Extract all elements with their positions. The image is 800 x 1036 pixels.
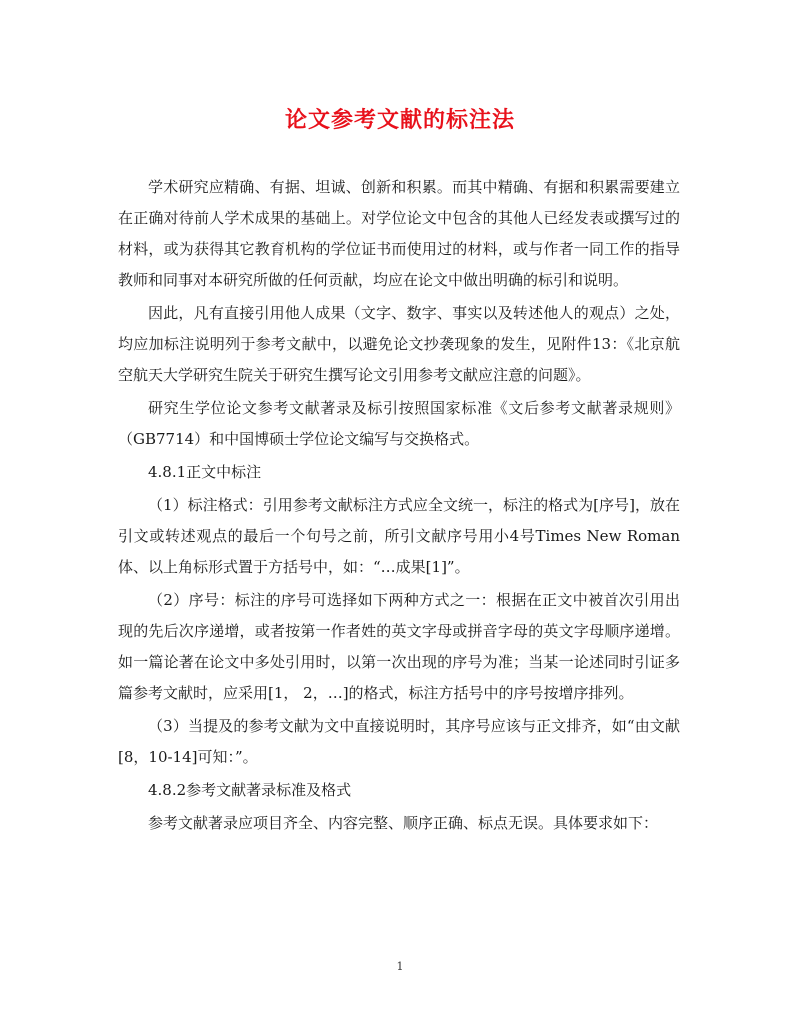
page-number: 1 <box>396 960 404 973</box>
paragraph-citation-requirement: 因此，凡有直接引用他人成果（文字、数字、事实以及转述他人的观点）之处，均应加标注说明列于参考文献中，以避免论文抄袭现象的发生，见附件13：《北京航空航天大学研究生院关于研究生撰写论文引用参考文献应注意的问题》。 <box>118 304 680 384</box>
section-heading-4-8-2: 4.8.2参考文献著录标准及格式 <box>148 781 352 799</box>
paragraph-academic-integrity: 学术研究应精确、有据、坦诚、创新和积累。而其中精确、有据和积累需要建立在正确对待前人学术成果的基础上。对学位论文中包含的其他人已经发表或撰写过的材料，或为获得其它教育机构的学位证书而使用过的材料，或与作者一同工作的指导教师和同事对本研究所做的任何贡献，均应在论文中做出明确的标引和说明。 <box>118 178 680 289</box>
document-title: 论文参考文献的标注法 <box>284 107 515 133</box>
paragraph-numbering-order: （2）序号：标注的序号可选择如下两种方式之一：根据在正文中被首次引用出现的先后次序递增，或者按第一作者姓的英文字母或拼音字母的英文字母顺序递增。如一篇论著在论文中多处引用时，以第一次出现的序号为准；当某一论述同时引证多篇参考文献时，应采用[1， 2，…]的格式，标注方括号中的序号按增序排列。 <box>118 591 680 702</box>
document-body <box>118 172 680 839</box>
paragraph-annotation-format: （1）标注格式：引用参考文献标注方式应全文统一，标注的格式为[序号]，放在引文或转述观点的最后一个句号之前，所引文献序号用小4号Times New Roman体、以上角标形式置于方括号中，如：“…成果[1]”。 <box>118 496 680 576</box>
paragraph-reference-requirements: 参考文献著录应项目齐全、内容完整、顺序正确、标点无误。具体要求如下： <box>148 814 659 832</box>
paragraph-national-standard: 研究生学位论文参考文献著录及标引按照国家标准《文后参考文献著录规则》（GB7714）和中国博硕士学位论文编写与交换格式。 <box>118 399 680 448</box>
section-heading-4-8-1: 4.8.1正文中标注 <box>148 463 262 481</box>
paragraph-direct-reference: （3）当提及的参考文献为文中直接说明时，其序号应该与正文排齐，如“由文献[8，10-14]可知：”。 <box>118 717 680 766</box>
